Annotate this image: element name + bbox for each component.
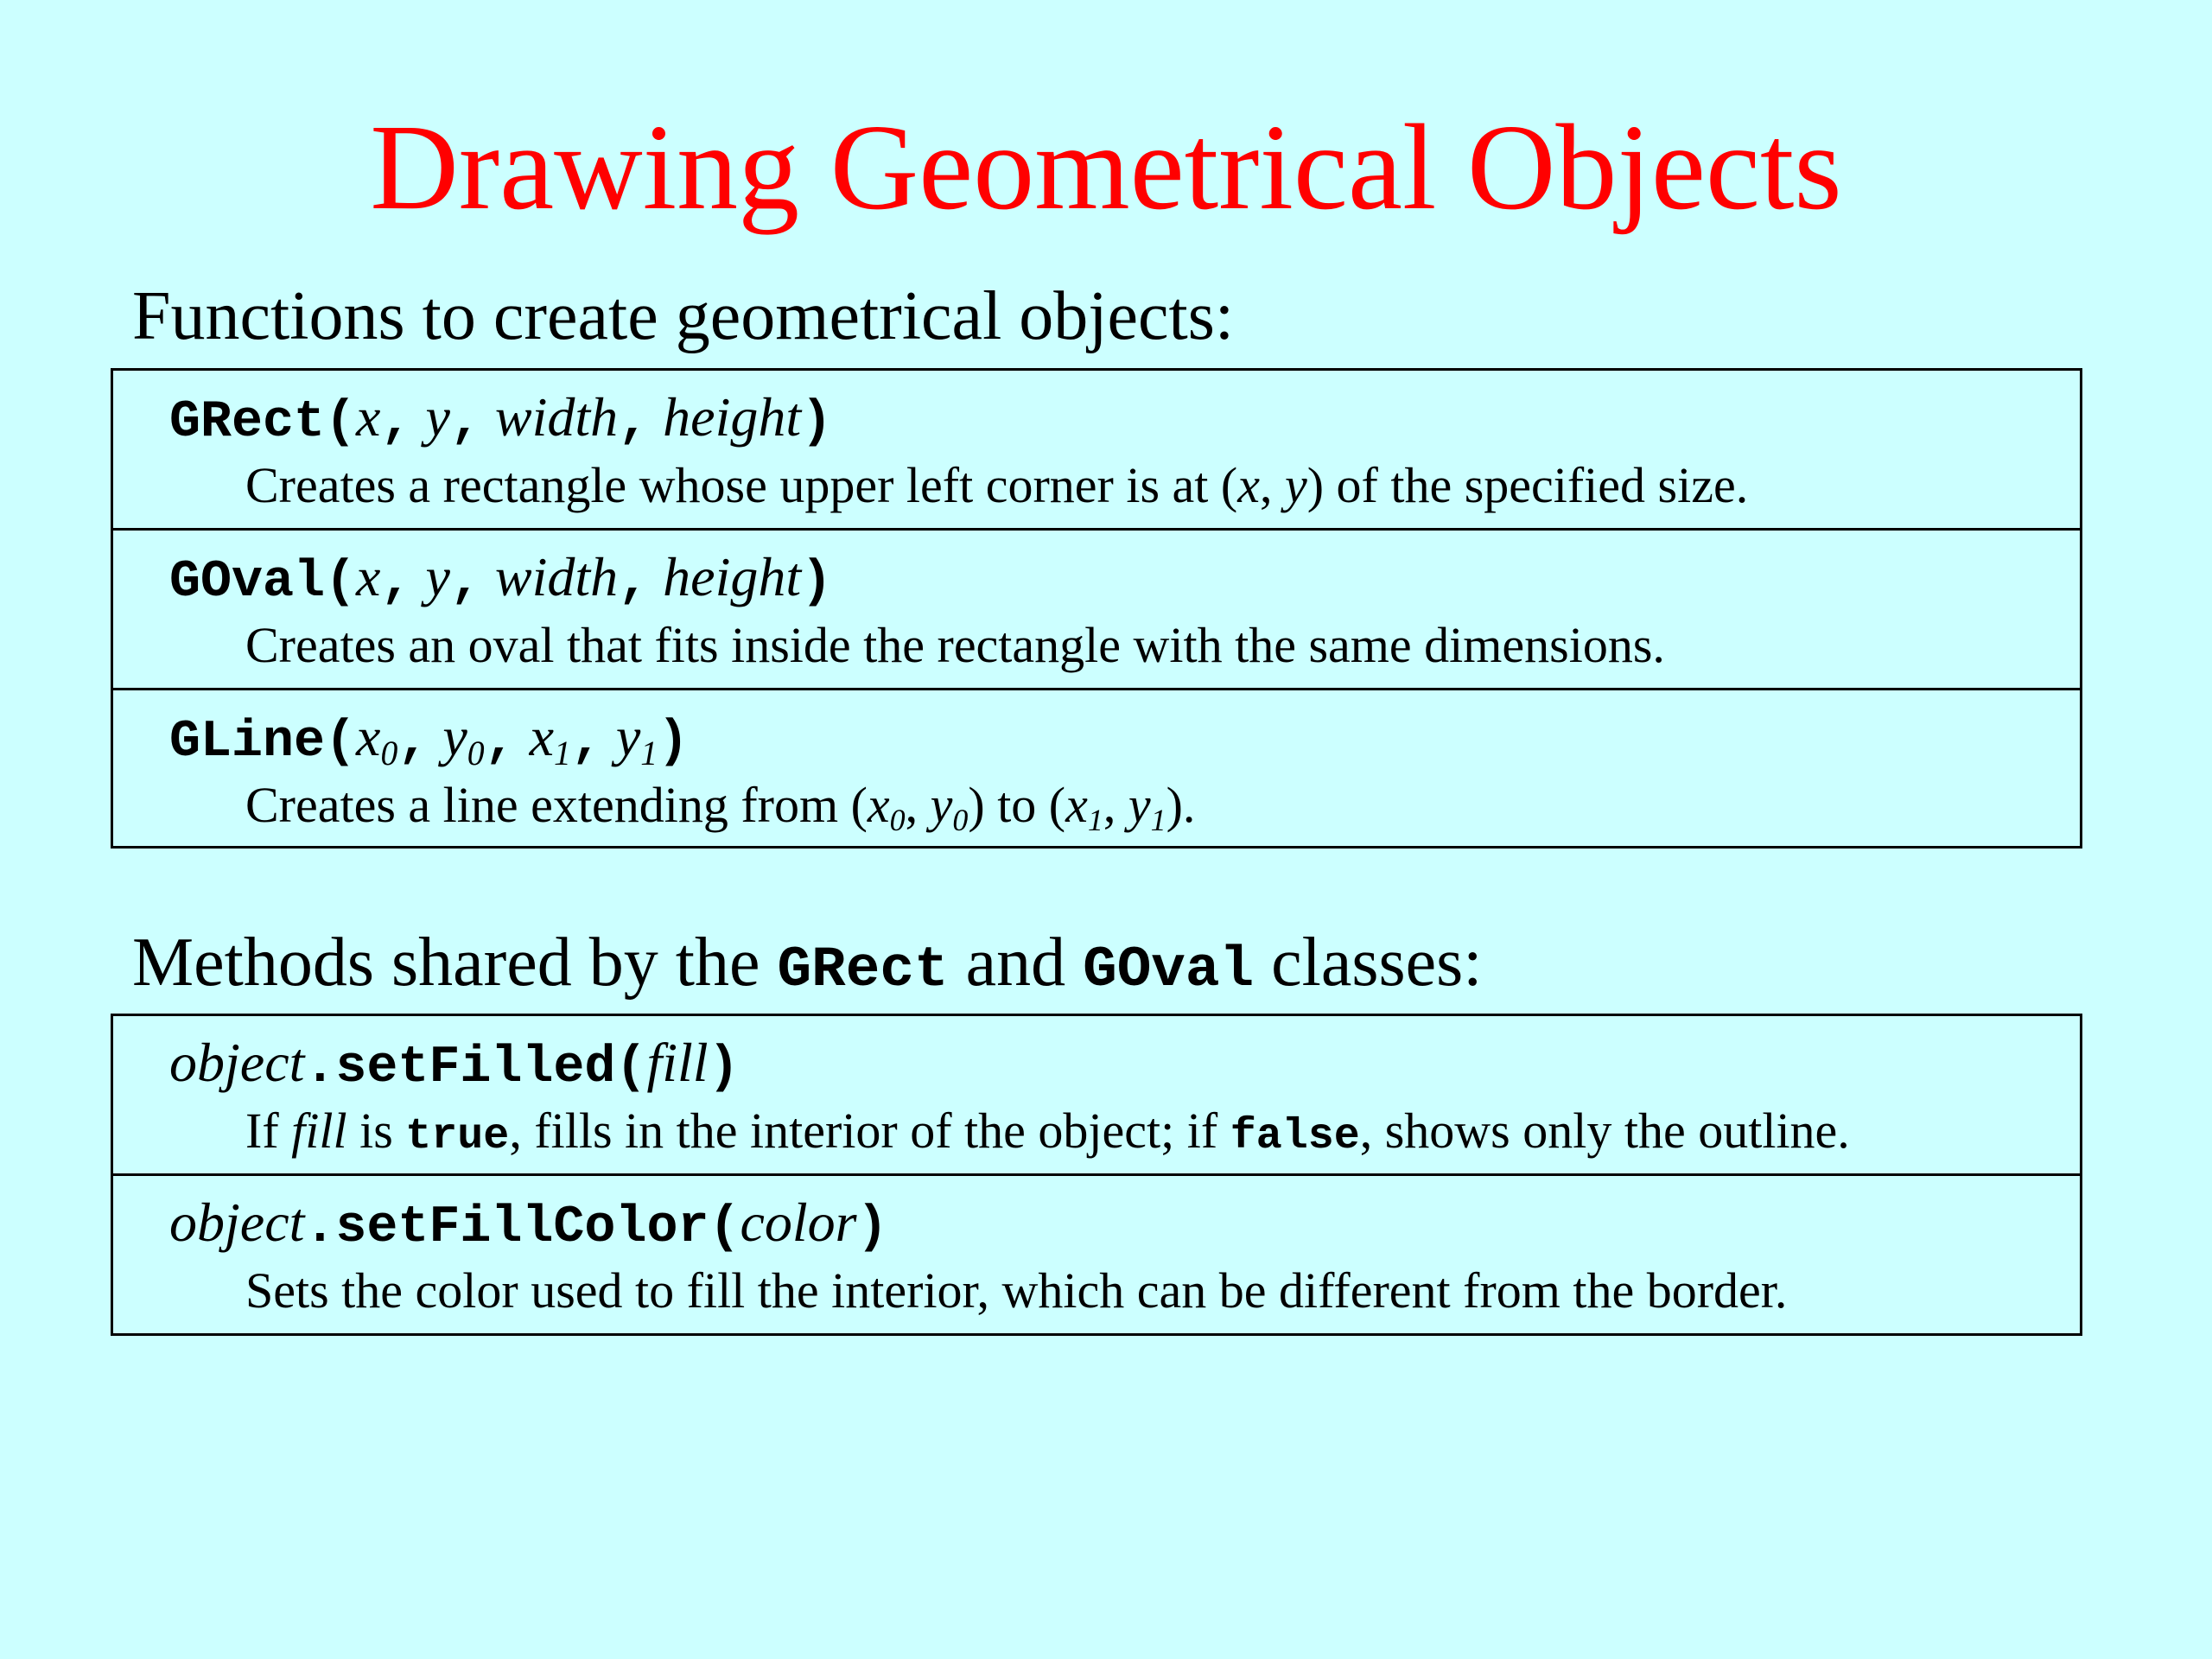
function-name: GOval: [169, 553, 326, 612]
param: $x_1$: [529, 706, 571, 773]
param: fill: [646, 1032, 709, 1093]
param: $x_0$: [356, 706, 398, 773]
slide-title: Drawing Geometrical Objects: [370, 99, 1842, 235]
method-row-setfillcolor: [113, 1176, 2080, 1336]
receiver: object: [169, 1192, 305, 1253]
functions-heading: Functions to create geometrical objects:: [132, 278, 1235, 354]
function-signature-gline: $GLine(x_0$, $y_0$, $x_1$, $y_1$): [169, 706, 690, 773]
methods-table: [111, 1014, 2082, 1336]
param: color: [740, 1192, 857, 1253]
param: y: [425, 386, 450, 448]
function-signature-goval: GOval(x, y, width, height): [169, 546, 833, 612]
function-row-goval: [113, 531, 2080, 690]
method-row-setfilled: [113, 1016, 2080, 1176]
open-paren: (: [325, 713, 357, 772]
class-name: GRect: [777, 938, 949, 1002]
methods-heading: Methods shared by the GRect and GOval classes:: [132, 925, 1483, 1002]
param: height: [663, 546, 802, 607]
method-name: .setFillColor(: [304, 1198, 741, 1257]
method-signature-setfilled: [169, 1028, 740, 1103]
param: $y_0$: [442, 706, 485, 773]
function-row-gline: [113, 690, 2080, 850]
close-paren: ): [856, 1198, 888, 1257]
param: height: [663, 386, 802, 448]
function-row-grect: [113, 371, 2080, 531]
receiver: object: [169, 1032, 305, 1093]
method-description-setfillcolor: Sets the color used to fill the interior, which can be different from the border.: [245, 1262, 1788, 1319]
method-signature-setfillcolor: [169, 1188, 888, 1262]
function-name: GRect: [169, 393, 326, 452]
open-paren: (: [325, 553, 357, 612]
method-name: .setFilled(: [304, 1039, 647, 1097]
function-description-gline: Creates a line extending from ($x_0$, $y_0$) to ($x_1$, $y_1$).: [245, 777, 1196, 838]
open-paren: (: [325, 393, 357, 452]
param: x: [356, 546, 381, 607]
param: width: [494, 386, 619, 448]
method-description-setfilled: If fill is true, fills in the interior of the object; if false, shows only the outline.: [245, 1103, 1850, 1161]
close-paren: ): [708, 1039, 740, 1097]
param: width: [494, 546, 619, 607]
function-description-goval: Creates an oval that fits inside the rectangle with the same dimensions.: [245, 617, 1665, 673]
param: y: [425, 546, 450, 607]
param: $y_1$: [615, 706, 658, 773]
function-name: GLine: [169, 713, 326, 772]
function-signature-grect: GRect(x, y, width, height): [169, 386, 833, 452]
close-paren: ): [801, 393, 833, 452]
close-paren: ): [658, 713, 690, 772]
function-description-grect: Creates a rectangle whose upper left corner is at (x, y) of the specified size.: [245, 457, 1749, 513]
class-name: GOval: [1083, 938, 1255, 1002]
close-paren: ): [801, 553, 833, 612]
functions-table: [111, 368, 2082, 849]
param: x: [356, 386, 381, 448]
